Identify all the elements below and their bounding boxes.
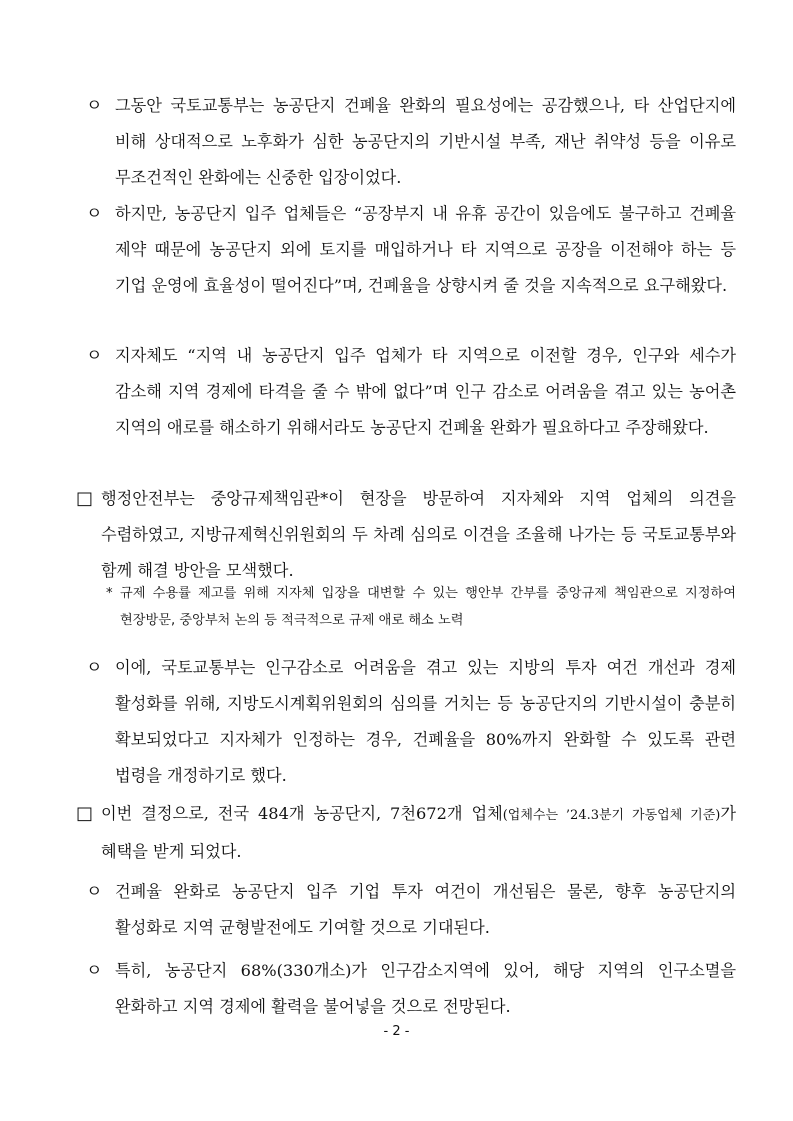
paragraph-text: 그동안 국토교통부는 농공단지 건폐율 완화의 필요성에는 공감했으나, 타 산업단지에 비해 상대적으로 노후화가 심한 농공단지의 기반시설 부족, 재난 취약성 등을 이유로 무조건적인 완화에는 신중한 입장이었다. xyxy=(115,96,736,187)
circle-bullet: ㅇ xyxy=(86,96,103,116)
paragraph-text: 행정안전부는 중앙규제책임관*이 현장을 방문하여 지자체와 지역 업체의 의견을 수렴하였고, 지방규제혁신위원회의 두 차례 심의로 이견을 조율해 나가는 등 국토교통부와 함께 해결 방안을 모색했다. xyxy=(101,489,736,580)
footnote xyxy=(106,580,736,634)
paragraph-text: 하지만, 농공단지 입주 업체들은 “공장부지 내 유휴 공간이 있음에도 불구하고 건폐율 제약 때문에 농공단지 외에 토지를 매입하거나 타 지역으로 공장을 이전해야 하는 등 기업 운영에 효율성이 떨어진다”며, 건폐율을 상향시켜 줄 것을 지속적으로 요구해왔다. xyxy=(115,204,736,295)
circle-bullet: ㅇ xyxy=(86,961,103,981)
circle-bullet: ㅇ xyxy=(86,204,103,224)
paragraph-business-request xyxy=(86,196,736,304)
paragraph-text xyxy=(101,796,736,870)
circle-bullet: ㅇ xyxy=(86,658,103,678)
paragraph-text: 이에, 국토교통부는 인구감소로 어려움을 겪고 있는 지방의 투자 여건 개선과 경제 활성화를 위해, 지방도시계획위원회의 심의를 거치는 등 농공단지의 기반시설이 충분히 확보되었다고 지자체가 인정하는 경우, 건폐율을 80%까지 완화할 수 있도록 관련 법령을 개정하기로 했다. xyxy=(115,658,736,785)
circle-bullet: ㅇ xyxy=(86,346,103,366)
paragraph-ministry-action xyxy=(76,481,736,589)
circle-bullet: ㅇ xyxy=(86,882,103,902)
paragraph-law-revision xyxy=(86,650,736,794)
paragraph-investment-expectation xyxy=(86,874,736,946)
paragraph-local-government xyxy=(86,338,736,446)
square-bullet: □ xyxy=(76,803,94,824)
beneficiary-ending: 가 혜택을 받게 되었다. xyxy=(101,804,736,861)
company-count-note: (업체수는 ’24.3분기 가동업체 기준) xyxy=(502,808,721,823)
paragraph-text: 특히, 농공단지 68%(330개소)가 인구감소지역에 있어, 해당 지역의 인구소멸을 완화하고 지역 경제에 활력을 불어넣을 것으로 전망된다. xyxy=(115,961,736,1016)
page-number: - 2 - xyxy=(383,1024,410,1039)
footnote-text: 규제 수용률 제고를 위해 지자체 입장을 대변할 수 있는 행안부 간부를 중앙규제 책임관으로 지정하여 현장방문, 중앙부처 논의 등 적극적으로 규제 애로 해소 노력 xyxy=(120,586,736,628)
footnote-mark: * xyxy=(106,586,113,601)
beneficiary-main-text: 이번 결정으로, 전국 484개 농공단지, 7천672개 업체 xyxy=(101,804,503,823)
paragraph-text: 건폐율 완화로 농공단지 입주 기업 투자 여건이 개선됨은 물론, 향후 농공단지의 활성화로 지역 균형발전에도 기여할 것으로 기대된다. xyxy=(115,882,736,937)
paragraph-population-impact xyxy=(86,953,736,1025)
paragraph-beneficiaries xyxy=(76,796,736,870)
paragraph-text: 지자체도 “지역 내 농공단지 입주 업체가 타 지역으로 이전할 경우, 인구와 세수가 감소해 지역 경제에 타격을 줄 수 밖에 없다”며 인구 감소로 어려움을 겪고 있는 농어촌 지역의 애로를 해소하기 위해서라도 농공단지 건폐율 완화가 필요하다고 주장해왔다. xyxy=(115,346,736,437)
paragraph-policy-stance xyxy=(86,88,736,196)
square-bullet: □ xyxy=(76,488,94,509)
